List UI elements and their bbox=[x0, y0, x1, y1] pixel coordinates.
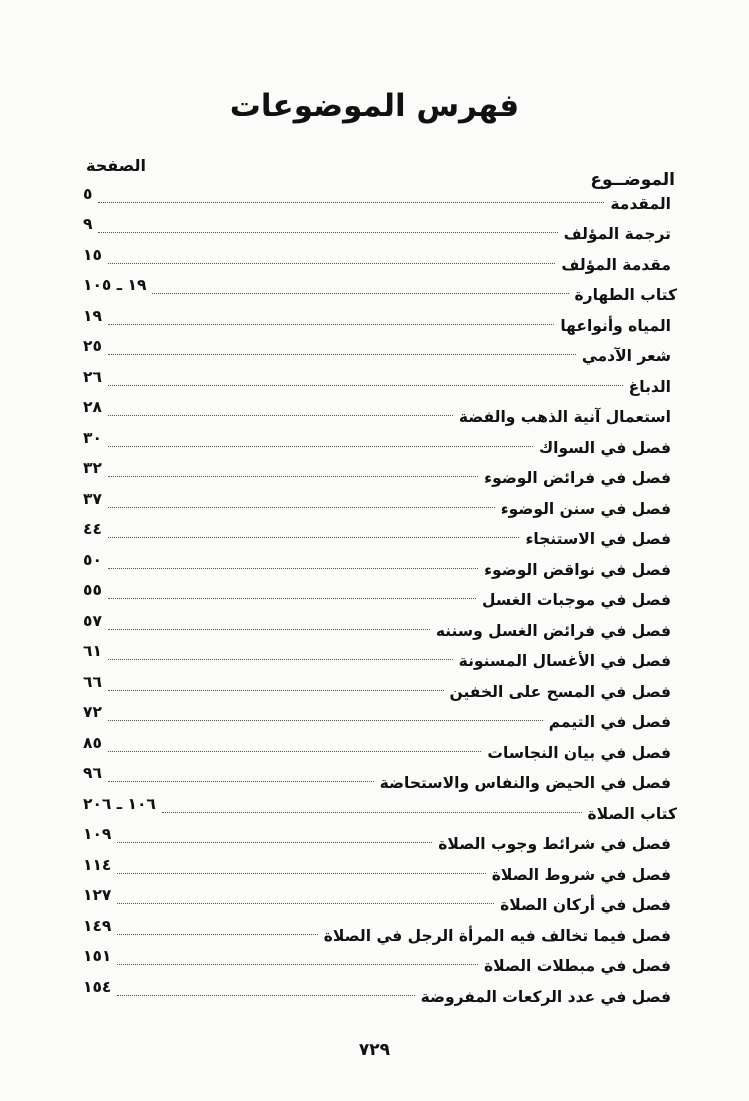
toc-entry-page: ٣٢ bbox=[83, 459, 102, 477]
dot-leader bbox=[117, 842, 432, 843]
dot-leader bbox=[108, 476, 478, 477]
toc-entry bbox=[83, 367, 677, 398]
toc-entry bbox=[83, 703, 677, 734]
toc-entry-page: ٣٠ bbox=[83, 428, 102, 447]
dot-leader bbox=[117, 873, 485, 874]
page-title: فهرس الموضوعات bbox=[229, 88, 520, 124]
toc-entry-page: ١٤٩ bbox=[83, 916, 112, 935]
toc-entry bbox=[83, 825, 677, 856]
toc-entry bbox=[83, 428, 677, 459]
dot-leader bbox=[98, 202, 604, 203]
toc-entry-page: ٧٢ bbox=[83, 703, 102, 721]
toc-entry-title: فصل في فرائض الوضوء bbox=[484, 469, 671, 487]
toc-entry bbox=[83, 794, 677, 825]
toc-entry-title: فصل في شرائط وجوب الصلاة bbox=[438, 835, 671, 853]
toc-entry-page: ٤٤ bbox=[83, 520, 102, 538]
toc-entry-page: ٥٧ bbox=[83, 611, 102, 630]
toc-entry bbox=[83, 306, 677, 337]
dot-leader bbox=[108, 629, 430, 630]
toc-entry-title: كتاب الطهارة bbox=[574, 286, 677, 304]
dot-leader bbox=[162, 812, 582, 813]
toc-entry-title: استعمال آنية الذهب والفضة bbox=[458, 408, 671, 426]
dot-leader bbox=[108, 507, 495, 508]
dot-leader bbox=[108, 751, 482, 752]
toc-entry-title: فصل في أركان الصلاة bbox=[500, 896, 671, 914]
page-number: ٧٢٩ bbox=[358, 1040, 391, 1060]
toc-entry bbox=[83, 886, 677, 917]
toc-entry bbox=[83, 947, 677, 978]
toc-entry-title: الدباغ bbox=[628, 377, 671, 396]
toc-entry bbox=[83, 245, 677, 276]
toc-entry-title: فصل في مبطلات الصلاة bbox=[484, 957, 671, 975]
dot-leader bbox=[117, 964, 478, 965]
toc-list bbox=[83, 184, 677, 1008]
dot-leader bbox=[108, 537, 520, 538]
dot-leader bbox=[108, 720, 543, 721]
toc-entry-page: ١٢٧ bbox=[83, 886, 112, 904]
column-header-topic: الموضــوع bbox=[590, 170, 675, 190]
toc-entry bbox=[83, 611, 677, 642]
toc-entry-title: فصل في المسح على الخفين bbox=[449, 682, 671, 701]
toc-entry bbox=[83, 489, 677, 520]
dot-leader bbox=[98, 232, 557, 233]
dot-leader bbox=[152, 293, 568, 294]
toc-entry bbox=[83, 459, 677, 490]
toc-entry-page: ١٥١ bbox=[83, 947, 112, 965]
toc-entry bbox=[83, 642, 677, 673]
dot-leader bbox=[108, 354, 576, 355]
toc-entry-page: ١٥ bbox=[83, 245, 102, 264]
dot-leader bbox=[108, 781, 374, 782]
toc-entry-title: كتاب الصلاة bbox=[587, 804, 677, 823]
toc-entry-title: فصل في الحيض والنفاس والاستحاضة bbox=[379, 774, 671, 792]
toc-entry-title: المياه وأنواعها bbox=[560, 316, 671, 335]
toc-entry-page: ١٩ bbox=[83, 306, 102, 325]
dot-leader bbox=[108, 659, 453, 660]
dot-leader bbox=[108, 690, 444, 691]
toc-entry-page: ٢٨ bbox=[83, 398, 102, 416]
toc-entry bbox=[83, 550, 677, 581]
toc-entry-title: فصل في الاستنجاء bbox=[525, 530, 671, 548]
toc-entry-page: ٦٦ bbox=[83, 672, 102, 691]
toc-entry-title: فصل في موجبات الغسل bbox=[482, 591, 671, 609]
toc-entry-title: فصل في نواقض الوضوء bbox=[484, 560, 671, 579]
dot-leader bbox=[108, 598, 476, 599]
toc-entry-page: ١٩ ـ ١٠٥ bbox=[83, 276, 147, 294]
toc-entry-page: ٨٥ bbox=[83, 733, 102, 752]
column-header-page: الصفحة bbox=[86, 156, 147, 175]
toc-entry bbox=[83, 977, 677, 1008]
toc-entry bbox=[83, 184, 677, 215]
dot-leader bbox=[117, 934, 317, 935]
toc-entry bbox=[83, 215, 677, 246]
toc-entry-title: فصل في السواك bbox=[538, 438, 671, 457]
toc-entry bbox=[83, 520, 677, 551]
dot-leader bbox=[108, 324, 554, 325]
toc-entry-title: فصل فيما تخالف فيه المرأة الرجل في الصلاة bbox=[323, 926, 671, 945]
toc-entry bbox=[83, 764, 677, 795]
toc-entry-page: ٩٦ bbox=[83, 764, 102, 782]
toc-entry-page: ٥٠ bbox=[83, 550, 102, 569]
toc-entry-page: ١٠٦ ـ ٢٠٦ bbox=[83, 794, 156, 813]
toc-entry-title: ترجمة المؤلف bbox=[563, 225, 671, 243]
toc-entry-page: ٥٥ bbox=[83, 581, 102, 599]
toc-entry-title: المقدمة bbox=[610, 194, 671, 213]
toc-entry-page: ٣٧ bbox=[83, 489, 102, 508]
toc-entry-page: ٢٦ bbox=[83, 367, 102, 386]
toc-entry-title: فصل في الأغسال المسنونة bbox=[458, 652, 671, 670]
toc-entry-page: ١٥٤ bbox=[83, 977, 112, 996]
toc-entry bbox=[83, 733, 677, 764]
dot-leader bbox=[108, 446, 533, 447]
toc-entry-title: فصل في فرائض الغسل وسننه bbox=[435, 621, 671, 640]
toc-entry bbox=[83, 398, 677, 429]
toc-entry-title: فصل في التيمم bbox=[548, 713, 671, 731]
toc-entry-title: فصل في عدد الركعات المفروضة bbox=[420, 987, 671, 1006]
toc-entry bbox=[83, 337, 677, 368]
toc-entry-title: فصل في سنن الوضوء bbox=[500, 499, 671, 518]
toc-entry-page: ٢٥ bbox=[83, 337, 102, 355]
dot-leader bbox=[108, 568, 478, 569]
toc-entry bbox=[83, 276, 677, 307]
toc-entry bbox=[83, 672, 677, 703]
dot-leader bbox=[108, 263, 555, 264]
dot-leader bbox=[117, 995, 414, 996]
toc-entry-title: فصل في بيان النجاسات bbox=[487, 743, 671, 762]
toc-entry-title: فصل في شروط الصلاة bbox=[491, 865, 671, 884]
dot-leader bbox=[117, 903, 494, 904]
toc-entry bbox=[83, 916, 677, 947]
toc-entry-page: ١٠٩ bbox=[83, 825, 112, 843]
toc-entry-title: مقدمة المؤلف bbox=[561, 255, 671, 274]
toc-entry-page: ٥ bbox=[83, 184, 93, 203]
dot-leader bbox=[108, 385, 623, 386]
toc-entry bbox=[83, 855, 677, 886]
toc-entry-title: شعر الآدمي bbox=[581, 347, 671, 365]
toc-entry-page: ١١٤ bbox=[83, 855, 112, 874]
toc-entry-page: ٩ bbox=[83, 215, 93, 233]
toc-entry-page: ٦١ bbox=[83, 642, 102, 660]
dot-leader bbox=[108, 415, 453, 416]
toc-entry bbox=[83, 581, 677, 612]
